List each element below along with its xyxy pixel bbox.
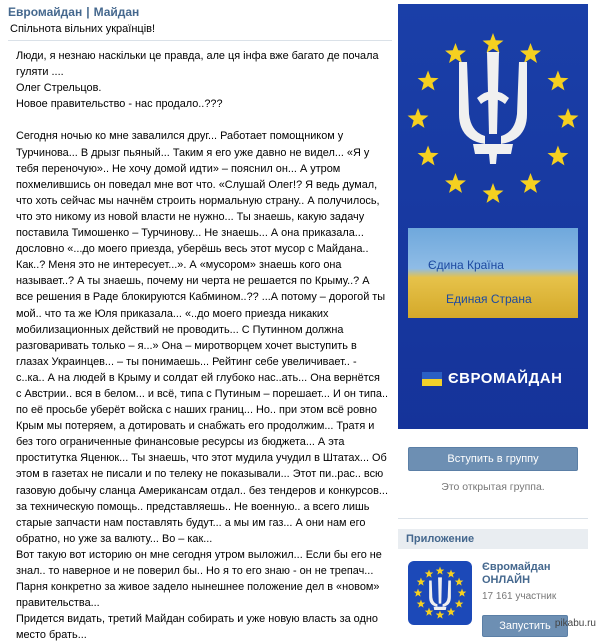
slogan-russian: Единая Страна [446,292,532,306]
watermark: pikabu.ru [554,618,596,629]
eu-star-icon [445,173,466,193]
header-divider [8,40,392,41]
group-status: Спільнота вільних українців! [10,23,156,35]
eu-star-icon [436,611,445,619]
right-column [398,4,588,631]
eu-star-icon [447,569,456,577]
group-header [8,4,392,37]
eu-star-icon [408,108,429,128]
eu-star-icon [418,146,439,166]
app-section-title: Приложение [398,529,588,549]
ukraine-flag-icon [422,372,442,386]
eu-star-icon [558,108,579,128]
eu-star-icon [414,589,423,597]
eu-star-icon [417,578,426,586]
brand-mark [422,370,562,387]
eu-star-icon [447,608,456,616]
eu-star-icon [483,183,504,203]
eu-star-icon [483,33,504,53]
group-avatar[interactable] [398,4,588,429]
app-icon[interactable] [408,561,472,625]
eu-star-icon [425,608,434,616]
trident-icon [459,52,527,164]
eu-star-icon [445,43,466,63]
eu-star-icon [520,43,541,63]
eu-star-icon [455,578,464,586]
join-section [398,429,588,519]
group-name[interactable]: Евромайдан [8,5,83,19]
eu-star-icon [408,561,472,625]
eu-star-icon [547,146,568,166]
app-section [398,519,588,631]
eu-star-icon [425,569,434,577]
eu-stars [398,4,588,214]
join-group-button[interactable]: Вступить в группу [408,447,578,471]
eu-star-icon [418,71,439,91]
group-title[interactable] [8,4,392,20]
app-name[interactable]: Євромайдан ОНЛАЙН [482,561,551,586]
eu-star-icon [417,600,426,608]
app-members: 17 161 участник [482,591,557,602]
slogan-ukrainian: Єдина Країна [428,258,504,272]
eu-star-icon [458,589,467,597]
eu-star-icon [547,71,568,91]
eu-star-icon [455,600,464,608]
brand-name: ЄВРОМАЙДАН [448,370,563,387]
title-separator: | [86,5,90,19]
open-group-note: Это открытая группа. [441,481,545,493]
eu-star-icon [520,173,541,193]
post-text: Люди, я незнаю наскільки це правда, але ця інфа вже багато де почала гуляти .... Олег Стрельцов. Новое правительство - нас продало..??? Сегодня ночью ко мне завалился друг... Работает помощником у Турчинова... В дрызг пьяный... Таким я его уже давно не видел... «Я у тебя переночую».. Не хочу домой идти» – пояснил он... А утром похмелившись он поведал мне вот что. «Слушай Олег!? Я ведь думал, что хоть сейчас мы начнём строить нормальную страну.. А получилось, что это никому из новой власти не нужно... Ты знаешь, какую задачу поставила Тимошенко – Турчинову... Не знаешь... А она приказала... дословно «...до моего приезда, уберёшь весь этот мусор с Майдана.. Как..? Меня это не интересует...». А «мусором» знаешь кого она называет..? А ты знаешь, почему ни черта не решается по Крыму..? А все решения в Раде блокируются Кабмином..?? ...А потому – дорогой ты мой.. что та же Юля приказала... «..до моего приезда никаких мобилизационных действий не проводить... С Путинном должна разговаривать только – я...» Она – миротворцем хочет выступить в глазах Украинцев... – ты понимаешь... Рейтинг себе увеличивает.. - с..ка.. А на людей в Крыму и солдат ей глубоко нас..ать... Она вернётся с Австрии.. вся в белом... и всё, типа с Путиным – порешает... И он типа.. по её просьбе уберёт войска с наших границ... Но.. при этом всё ровно Крым мы потеряем, а дотировать и снабжать его продолжим... Тратя и без того ограниченные финансовые ресурсы из бюджета... А эта проститутка Яценюк... Ты знаешь, что этот мудила учудил в Штатах... Об этом в газетах не писали и по телеку не показывали... Этот пи..рас.. всю газовую добычу сланца Американсам отдал.. без тендеров и конкурсов... за техническую помощь.. представляешь.. Не военную.. а всего лишь старые запчасти нам поставлять будут... а мы им газ... А они нам его обратно, но уже за валюту... Во – как... Вот такую вот историю он мне сегодня утром выложил... Если бы его не знал.. то наверное и не поверил бы.. Но я то его знаю - он не трепач... Парня конкретно за живое задело нынешнее положение дел в «новом» правительства... Придется видать, третий Майдан собирать и уже новую власть за одно место брать... [16,50,389,642]
launch-app-button[interactable]: Запустить [482,615,568,637]
eu-star-icon [436,567,445,575]
group-short-name[interactable]: Майдан [93,5,140,19]
